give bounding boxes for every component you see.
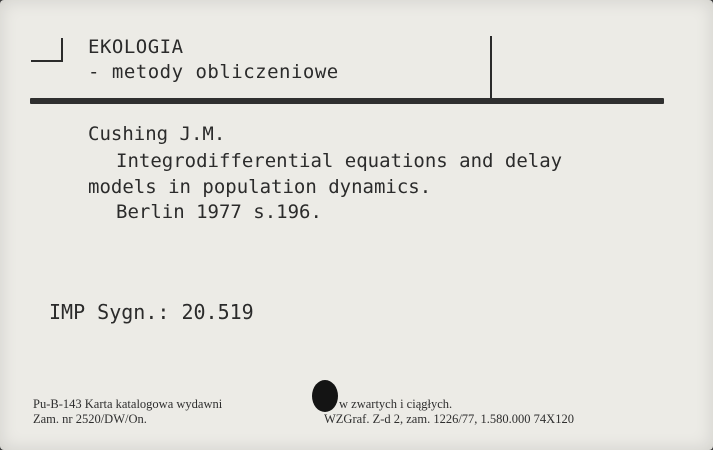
bracket-vertical-stroke [61,38,63,62]
heading-bracket-mark [31,38,66,64]
entry-title-line-1: Integrodifferential equations and delay [116,150,563,172]
shelf-signature: IMP Sygn.: 20.519 [49,300,254,324]
footer-printer-line-2: Zam. nr 2520/DW/On. [33,412,147,426]
entry-title-line-2: models in population dynamics. [88,176,432,198]
subject-subheading: - metody obliczeniowe [88,61,339,83]
footer-printer-line-4: WZGraf. Z-d 2, zam. 1226/77, 1.580.000 74X120 [324,412,574,426]
bracket-horizontal-stroke [31,60,63,62]
footer-printer-line-3: w zwartych i ciągłych. [339,397,453,411]
subject-heading: EKOLOGIA [88,36,184,58]
entry-author: Cushing J.M. [88,123,226,145]
footer-printer-line-1: Pu-B-143 Karta katalogowa wydawni [33,397,223,411]
heading-divider-horizontal [30,98,664,104]
card-punch-hole [312,380,338,412]
heading-divider-vertical [490,36,492,98]
entry-imprint: Berlin 1977 s.196. [116,201,322,223]
